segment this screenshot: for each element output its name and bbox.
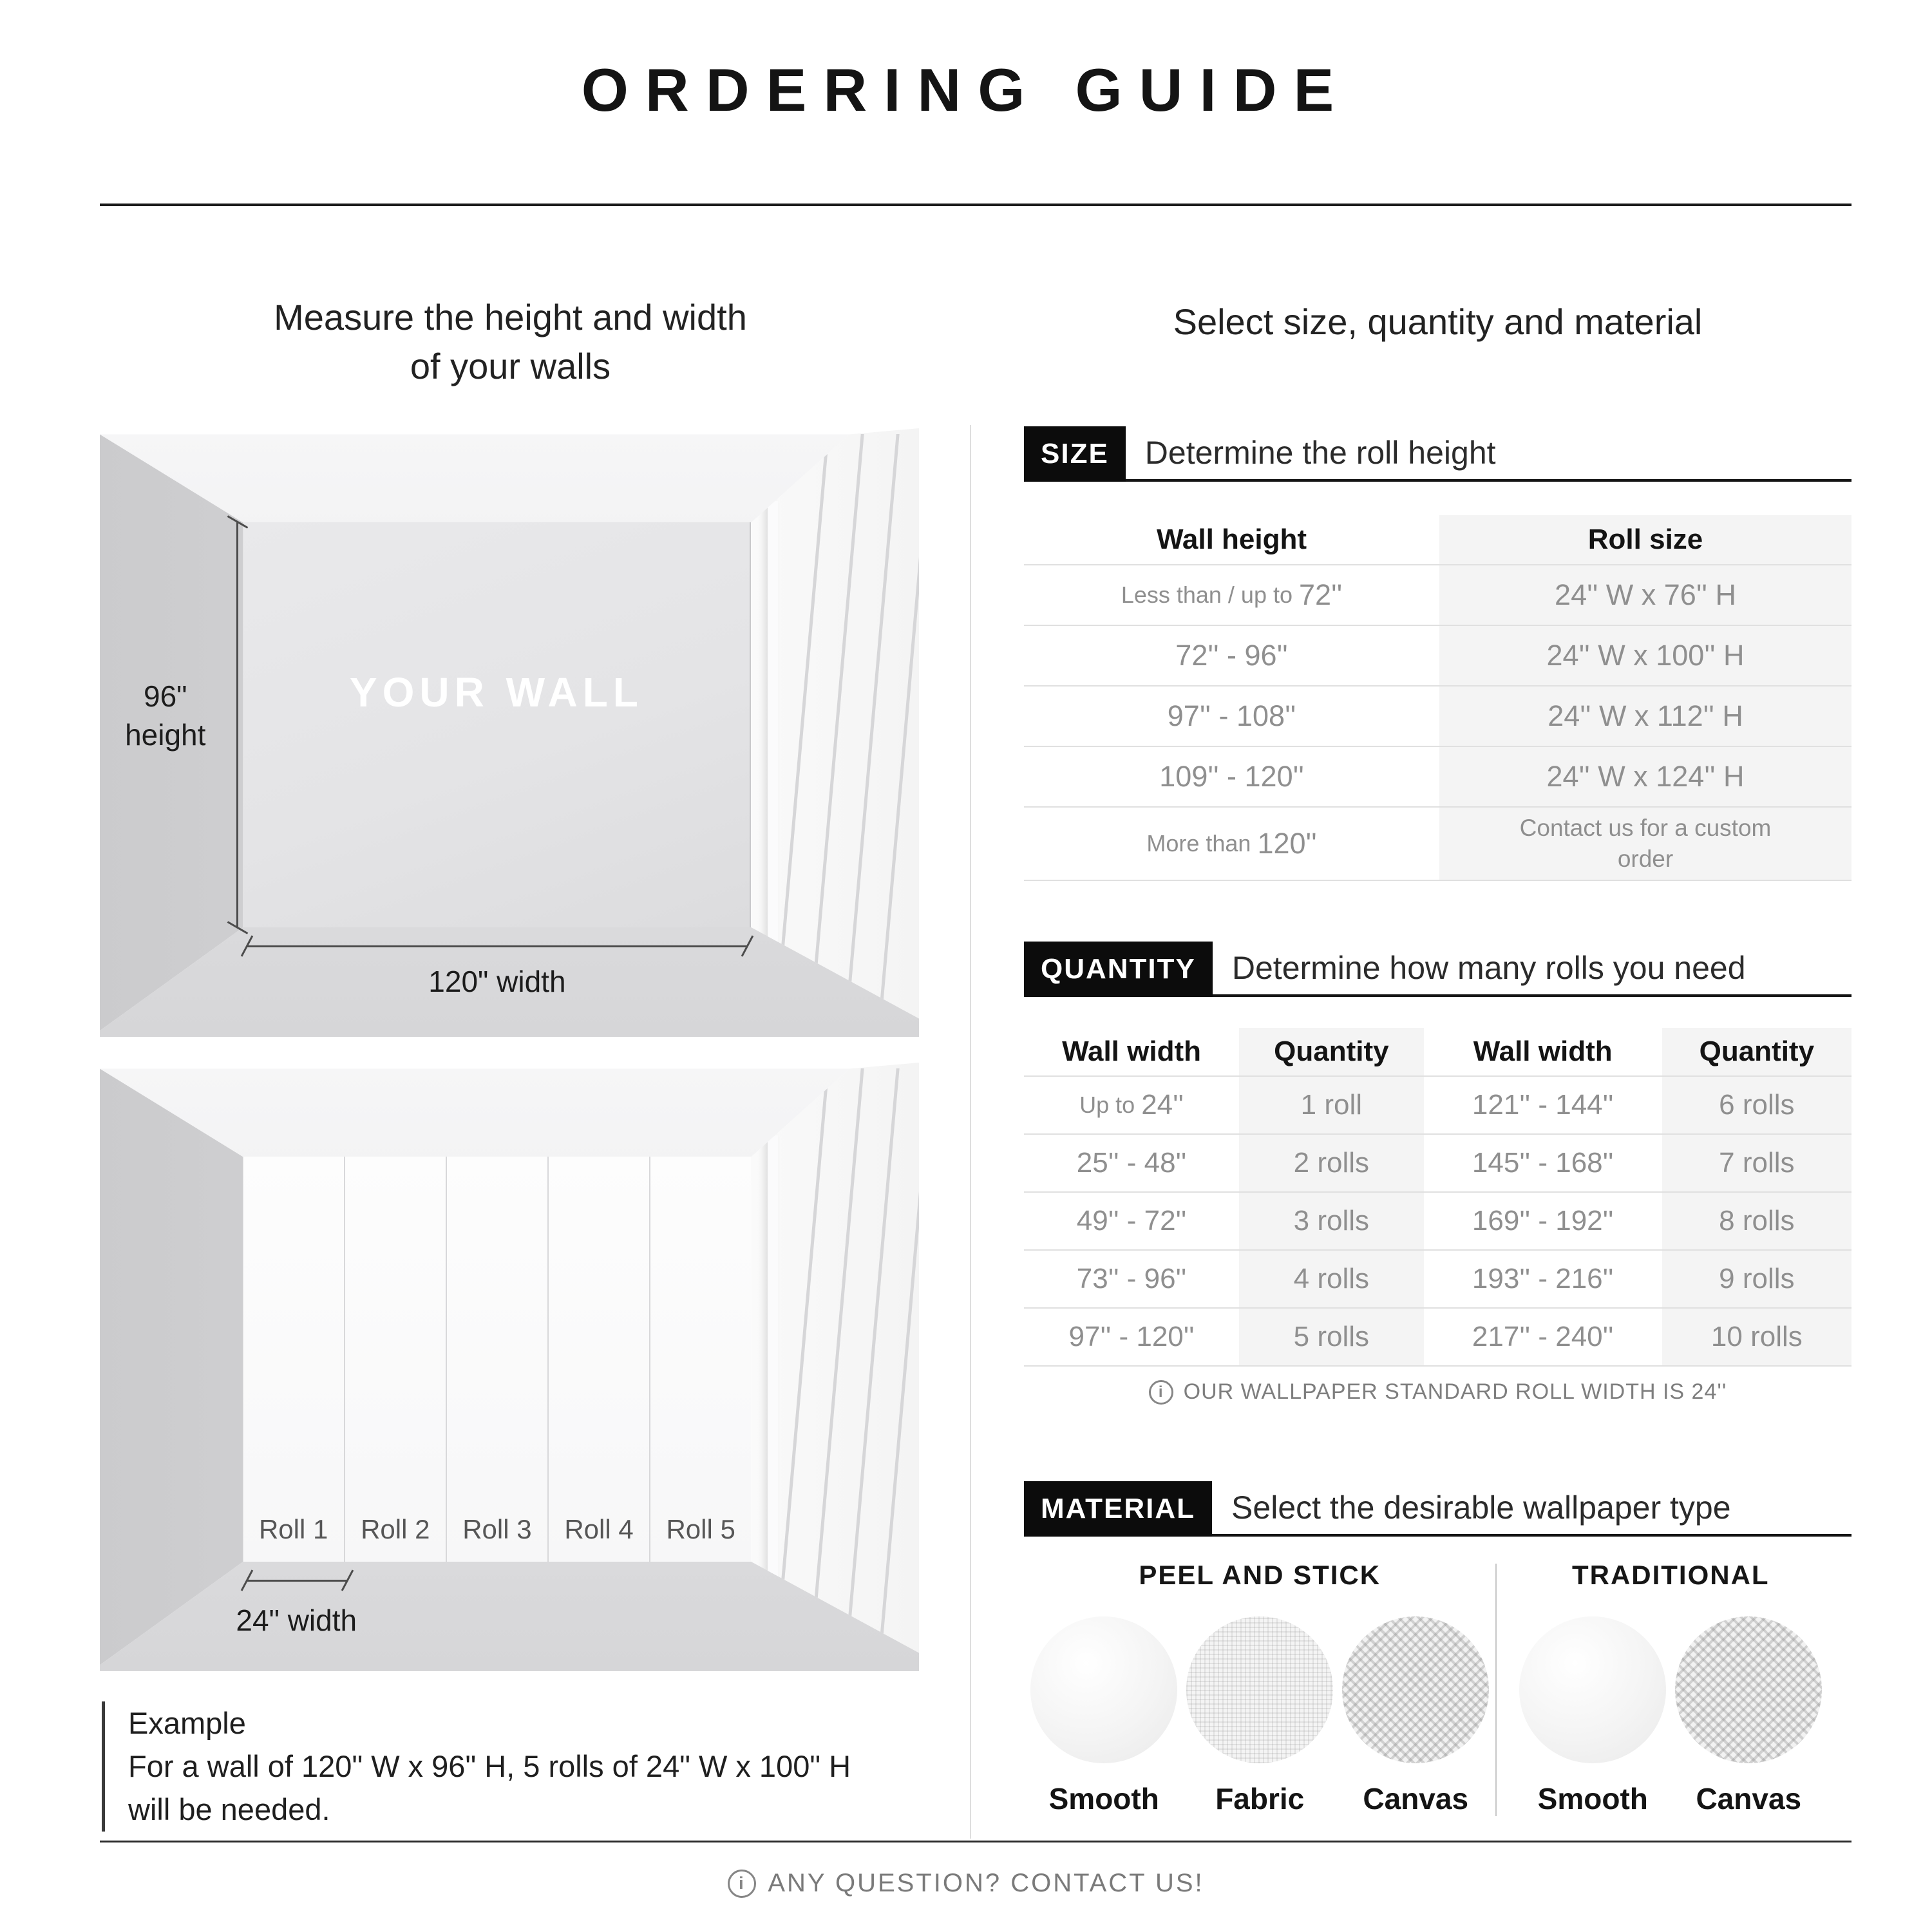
wall-width-cell — [1424, 1251, 1662, 1307]
cell-value: 24'' W x 100'' H — [1546, 639, 1745, 672]
cell-value: 2 rolls — [1293, 1147, 1370, 1179]
quantity-cell — [1239, 1251, 1424, 1307]
material-section-header — [1024, 1481, 1852, 1537]
peel-and-stick-title: PEEL AND STICK — [1139, 1560, 1381, 1590]
swatch-label: Smooth — [1537, 1782, 1648, 1815]
roll-panel — [345, 1157, 447, 1561]
size-table-row — [1024, 685, 1852, 746]
roll-panel — [243, 1157, 345, 1561]
size-badge: SIZE — [1024, 426, 1126, 482]
cell-value: 24'' W x 124'' H — [1546, 760, 1745, 793]
cell-value: 217'' - 240'' — [1472, 1321, 1614, 1352]
left-heading-line2: of your walls — [410, 345, 611, 386]
footer-text: ANY QUESTION? CONTACT US! — [768, 1869, 1204, 1897]
cell-value: 8 rolls — [1719, 1205, 1795, 1236]
roll-width-note — [1024, 1379, 1852, 1405]
quantity-table-row — [1024, 1249, 1852, 1307]
cell-value: 109'' - 120'' — [1159, 760, 1304, 793]
wall-height-cell — [1024, 626, 1439, 685]
wall-height-cell — [1024, 747, 1439, 806]
example-block — [102, 1701, 894, 1832]
qty-col-header: Quantity — [1662, 1028, 1852, 1075]
cell-value: 7 rolls — [1719, 1147, 1795, 1179]
left-column-heading — [100, 293, 921, 390]
wall-width-cell — [1024, 1193, 1239, 1249]
window-frame — [768, 501, 778, 951]
roll-panel — [650, 1157, 751, 1561]
roll-label: Roll 3 — [462, 1513, 532, 1544]
footer — [0, 1869, 1932, 1898]
your-wall-surface — [243, 522, 752, 927]
roll-panel — [447, 1157, 549, 1561]
roll-panel — [549, 1157, 650, 1561]
canvas-texture-swatch — [1342, 1616, 1489, 1763]
cell-value: 10 rolls — [1710, 1321, 1803, 1352]
window-frame — [768, 1135, 778, 1586]
size-table-row — [1024, 806, 1852, 880]
cell-value: 72'' - 96'' — [1175, 639, 1288, 672]
size-col-roll-size: Roll size — [1439, 515, 1852, 564]
quantity-cell — [1239, 1193, 1424, 1249]
qty-col-header: Wall width — [1062, 1036, 1201, 1067]
cell-prefix: More than — [1146, 830, 1251, 857]
roll-label: Roll 4 — [564, 1513, 634, 1544]
wall-width-cell — [1424, 1193, 1662, 1249]
wall-width-cell — [1024, 1077, 1239, 1133]
roll-label: Roll 1 — [258, 1513, 328, 1544]
cell-value: 120'' — [1257, 827, 1317, 860]
roll-width-label: 24" width — [236, 1604, 357, 1638]
wall-width-cell — [1024, 1251, 1239, 1307]
swatch-row — [1519, 1616, 1822, 1816]
cell-value: 3 rolls — [1293, 1205, 1370, 1236]
example-line1: For a wall of 120" W x 96" H, 5 rolls of 24" W x 100" H — [128, 1749, 851, 1784]
wall-width-cell — [1424, 1077, 1662, 1133]
cell-value: 24'' W x 76'' H — [1555, 578, 1736, 611]
canvas-texture-swatch — [1675, 1616, 1822, 1763]
quantity-cell — [1239, 1077, 1424, 1133]
roll-size-cell — [1439, 626, 1852, 685]
swatch-smooth — [1519, 1616, 1666, 1816]
size-table — [1024, 515, 1852, 881]
cell-prefix: Up to — [1079, 1092, 1135, 1118]
height-label — [100, 677, 231, 755]
swatch-fabric — [1186, 1616, 1333, 1816]
size-table-row — [1024, 625, 1852, 685]
wall-width-cell — [1024, 1309, 1239, 1365]
qty-col-header: Wall width — [1473, 1036, 1613, 1067]
qty-col-header: Quantity — [1239, 1028, 1424, 1075]
cell-value: 49'' - 72'' — [1076, 1205, 1187, 1236]
cell-value: 25'' - 48'' — [1076, 1147, 1187, 1179]
quantity-table-row — [1024, 1075, 1852, 1133]
cell-value: 6 rolls — [1719, 1089, 1795, 1121]
swatch-label: Smooth — [1048, 1782, 1159, 1815]
roll-size-cell — [1439, 747, 1852, 806]
swatch-label: Canvas — [1696, 1782, 1802, 1815]
swatch-label: Fabric — [1215, 1782, 1305, 1815]
cell-value: 9 rolls — [1719, 1263, 1795, 1294]
size-table-header-row — [1024, 515, 1852, 564]
quantity-subtitle: Determine how many rolls you need — [1231, 950, 1746, 986]
window-mullion — [878, 434, 933, 1018]
wall-width-cell — [1024, 1135, 1239, 1191]
cell-value: 4 rolls — [1293, 1263, 1370, 1294]
wall-width-cell — [1424, 1135, 1662, 1191]
material-subtitle: Select the desirable wallpaper type — [1231, 1490, 1731, 1526]
size-subtitle: Determine the roll height — [1144, 435, 1496, 471]
info-icon: i — [728, 1870, 756, 1898]
window-mullion — [775, 1068, 829, 1653]
width-measure-line — [247, 945, 747, 947]
info-icon: i — [1149, 1380, 1173, 1405]
quantity-badge: QUANTITY — [1024, 942, 1213, 997]
swatch-row — [1030, 1616, 1489, 1816]
wall-height-cell — [1024, 808, 1439, 880]
column-divider — [970, 425, 971, 1839]
quantity-cell — [1239, 1309, 1424, 1365]
size-table-row — [1024, 746, 1852, 806]
quantity-table-row — [1024, 1307, 1852, 1365]
quantity-cell — [1239, 1135, 1424, 1191]
cell-value: 97'' - 108'' — [1167, 699, 1296, 732]
cell-value: 5 rolls — [1293, 1321, 1370, 1352]
cell-value: 169'' - 192'' — [1472, 1205, 1614, 1236]
roll-label: Roll 2 — [361, 1513, 430, 1544]
quantity-cell — [1662, 1251, 1852, 1307]
height-value: 96" — [144, 679, 187, 714]
size-col-wall-height: Wall height — [1157, 524, 1307, 555]
height-word: height — [125, 718, 206, 752]
cell-value: 121'' - 144'' — [1472, 1089, 1614, 1121]
quantity-table-row — [1024, 1133, 1852, 1191]
left-heading-line1: Measure the height and width — [274, 297, 747, 337]
cell-value: 97'' - 120'' — [1068, 1321, 1195, 1352]
wall-height-cell — [1024, 565, 1439, 625]
roll-size-cell — [1439, 565, 1852, 625]
traditional-group — [1497, 1560, 1844, 1816]
wall-width-cell — [1424, 1309, 1662, 1365]
swatch-canvas — [1342, 1616, 1489, 1816]
cell-value: Contact us for a custom order — [1519, 814, 1772, 872]
quantity-cell — [1662, 1077, 1852, 1133]
quantity-table-header-row — [1024, 1028, 1852, 1075]
smooth-texture-swatch — [1030, 1616, 1177, 1763]
size-section-header — [1024, 426, 1852, 482]
material-options — [1024, 1560, 1852, 1816]
size-table-row — [1024, 564, 1852, 625]
your-wall-label: YOUR WALL — [349, 668, 643, 715]
quantity-cell — [1662, 1193, 1852, 1249]
example-line2: will be needed. — [128, 1792, 330, 1827]
cell-prefix: Less than / up to — [1121, 582, 1293, 608]
cell-value: 72'' — [1299, 578, 1343, 611]
traditional-title: TRADITIONAL — [1571, 1560, 1770, 1590]
example-title: Example — [128, 1706, 246, 1740]
room-illustration-measure — [100, 428, 919, 1037]
right-column-heading: Select size, quantity and material — [1173, 301, 1703, 342]
cell-value: 193'' - 216'' — [1472, 1263, 1614, 1294]
footer-divider — [100, 1841, 1852, 1842]
quantity-table-row — [1024, 1191, 1852, 1249]
swatch-canvas — [1675, 1616, 1822, 1816]
quantity-cell — [1662, 1309, 1852, 1365]
wall-height-cell — [1024, 687, 1439, 746]
title-divider — [100, 204, 1852, 206]
roll-size-cell — [1439, 808, 1852, 880]
window-mullion — [878, 1068, 933, 1653]
wallpaper-roll-panels — [243, 1157, 752, 1561]
swatch-smooth — [1030, 1616, 1177, 1816]
swatch-label: Canvas — [1363, 1782, 1469, 1815]
cell-value: 73'' - 96'' — [1076, 1263, 1187, 1294]
quantity-cell — [1662, 1135, 1852, 1191]
height-measure-line — [236, 522, 238, 927]
fabric-texture-swatch — [1186, 1616, 1333, 1763]
cell-value: 24'' — [1141, 1089, 1184, 1121]
cell-value: 24'' W x 112'' H — [1548, 699, 1743, 732]
material-badge: MATERIAL — [1024, 1481, 1212, 1537]
note-text: OUR WALLPAPER STANDARD ROLL WIDTH IS 24'' — [1183, 1379, 1727, 1404]
peel-and-stick-group — [1024, 1560, 1495, 1816]
window-mullion — [775, 434, 829, 1018]
quantity-table — [1024, 1028, 1852, 1367]
smooth-texture-swatch — [1519, 1616, 1666, 1763]
roll-width-measure-line — [247, 1580, 347, 1582]
quantity-section-header — [1024, 942, 1852, 997]
roll-size-cell — [1439, 687, 1852, 746]
roll-label: Roll 5 — [666, 1513, 735, 1544]
cell-value: 1 roll — [1300, 1089, 1363, 1121]
page-title: ORDERING GUIDE — [581, 56, 1351, 124]
room-illustration-rolls — [100, 1063, 919, 1671]
cell-value: 145'' - 168'' — [1472, 1147, 1614, 1179]
width-label: 120" width — [428, 964, 566, 998]
